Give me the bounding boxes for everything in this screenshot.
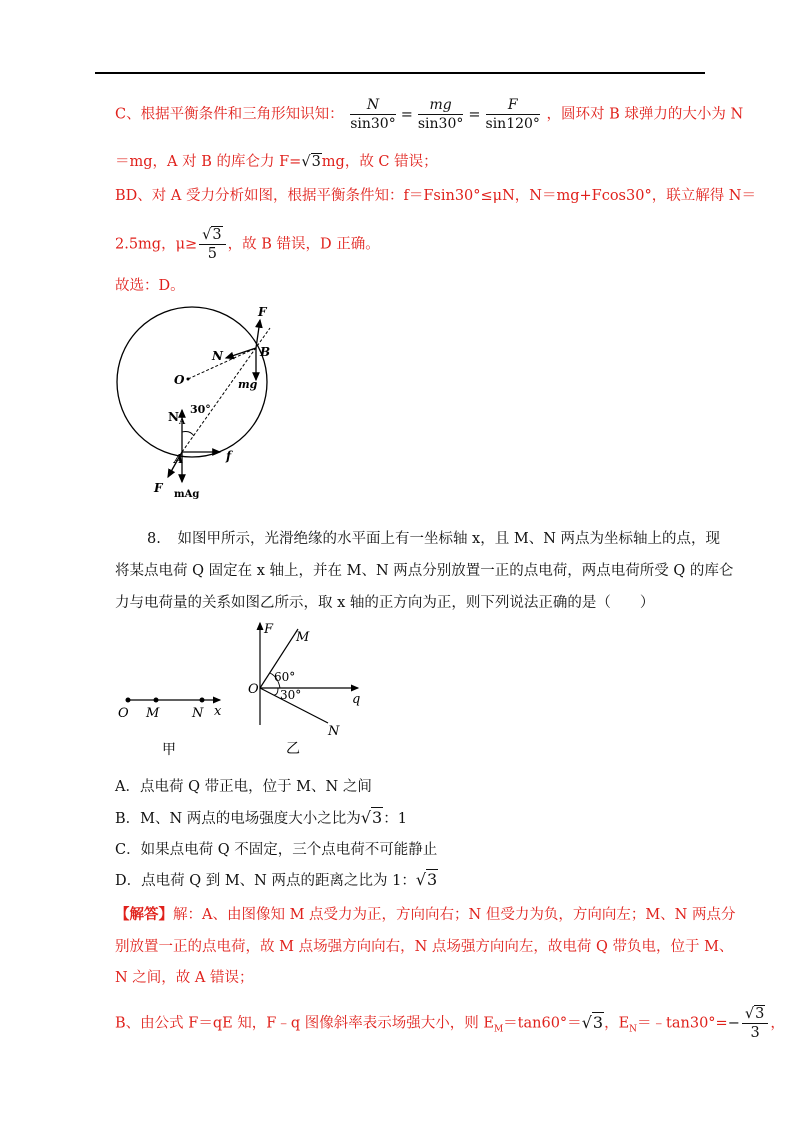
label-yi-angle60: 60° [274, 670, 296, 684]
answer-line: 故选：D。 [115, 278, 185, 294]
label-yi-f: F [264, 622, 274, 637]
figure-jia-axis [110, 690, 240, 760]
solution-line-4: B、由公式 F＝qE 知，F﹣q 图像斜率表示场强大小，则 $E_M=\tan 60^\circ=√3$，$E_N=﹣\tan 30^\circ=-$ $\frac{√3}{3}$ ， [115, 1006, 785, 1041]
solution-line-3: N 之间，故 A 错误； [115, 970, 254, 986]
label-jia-o: O [118, 706, 129, 721]
solution-line-2: 别放置一正的点电荷，故 M 点场强方向向右，N 点场强方向向左，故电荷 Q 带负电，位于 M、 [115, 939, 734, 955]
fraction-f-sin120: $\frac{F}{\sin 120^\circ}$ [485, 97, 540, 132]
label-jia-x: x [214, 704, 222, 719]
fraction-sqrt3-over-3: $\frac{√3}{3}$ [742, 1005, 768, 1042]
caption-yi: 乙 [286, 741, 300, 755]
label-jia-m: M [146, 706, 160, 721]
sqrt-3: √3 [301, 154, 321, 170]
label-o: O [174, 373, 185, 387]
option-b: B．M、N 两点的电场强度大小之比为√3：1 [115, 808, 407, 827]
option-d: D．点电荷 Q 到 M、N 两点的距离之比为 1：√3 [115, 870, 438, 889]
fraction-sqrt3-over-5: $\frac{√3}{5}$ [199, 226, 225, 263]
option-a: A．点电荷 Q 带正电，位于 M、N 之间 [115, 779, 372, 795]
label-yi-o: O [248, 682, 259, 697]
figure-yi-graph [240, 615, 380, 755]
label-mag: mAg [174, 489, 200, 500]
bd-analysis-line-2: 2.5mg，μ≥ $\frac{√3}{5}$ ，故 B 错误，D 正确。 [115, 227, 380, 262]
label-f-bottom: F [154, 481, 163, 495]
fraction-n-sin30: $\frac{N}{\sin 30^\circ}$ [350, 97, 396, 132]
label-angle-30: 30° [190, 403, 211, 416]
question-8-line-3: 力与电荷量的关系如图乙所示，取 x 轴的正方向为正，则下列说法正确的是（ ） [115, 595, 655, 611]
bd-analysis-line-1: BD、对 A 受力分析如图，根据平衡条件知：f＝Fsin30°≤μN，N＝mg+Fcos30°，联立解得 N＝ [115, 188, 756, 204]
label-yi-q: q [352, 692, 361, 707]
caption-jia: 甲 [162, 742, 176, 758]
option-c: C．如果点电荷 Q 不固定，三个点电荷不可能静止 [115, 842, 438, 858]
force-diagram-circle [110, 300, 290, 505]
label-a: A [174, 452, 184, 466]
c-analysis-line-2: ＝mg，A 对 B 的库仑力 F=√3mg，故 C 错误； [115, 154, 438, 170]
label-yi-n: N [328, 724, 340, 739]
question-8-line-2: 将某点电荷 Q 固定在 x 轴上，并在 M、N 两点分别放置一正的点电荷，两点电荷所受 Q 的库仑 [115, 563, 734, 579]
label-n: N [212, 349, 223, 363]
label-jia-n: N [192, 706, 204, 721]
fraction-mg-sin30: $\frac{mg}{\sin 30^\circ}$ [417, 97, 464, 132]
question-number: 8. [147, 531, 161, 547]
c-analysis-suffix: ，圆环对 B 球弹力的大小为 N [546, 106, 744, 123]
label-na: $N_A$ [168, 410, 186, 426]
label-yi-m: M [296, 630, 310, 645]
c-analysis-line-1: C、根据平衡条件和三角形知识知： $\frac{N}{\sin 30^\circ}$ = $\frac{mg}{\sin 30^\circ}$ = $\frac{F}{\sin 120^\circ}$ ，圆环对 B 球弹力的大小为 N [115, 97, 744, 132]
question-8-line-1: 8. 如图甲所示，光滑绝缘的水平面上有一坐标轴 x，且 M、N 两点为坐标轴上的点，现 [147, 531, 720, 547]
label-b: B [260, 345, 271, 359]
solution-line-1: 【解答】解：A、由图像知 M 点受力为正，方向向右；N 但受力为负，方向向左；M、N 两点分 [115, 906, 736, 923]
label-yi-angle30: 30° [280, 688, 302, 702]
label-f: f [226, 449, 232, 463]
label-mg: mg [238, 378, 258, 391]
c-analysis-prefix: C、根据平衡条件和三角形知识知： [115, 106, 344, 123]
header-rule [95, 72, 705, 74]
label-f-top: F [258, 305, 267, 319]
solution-tag: 【解答】 [115, 906, 173, 923]
